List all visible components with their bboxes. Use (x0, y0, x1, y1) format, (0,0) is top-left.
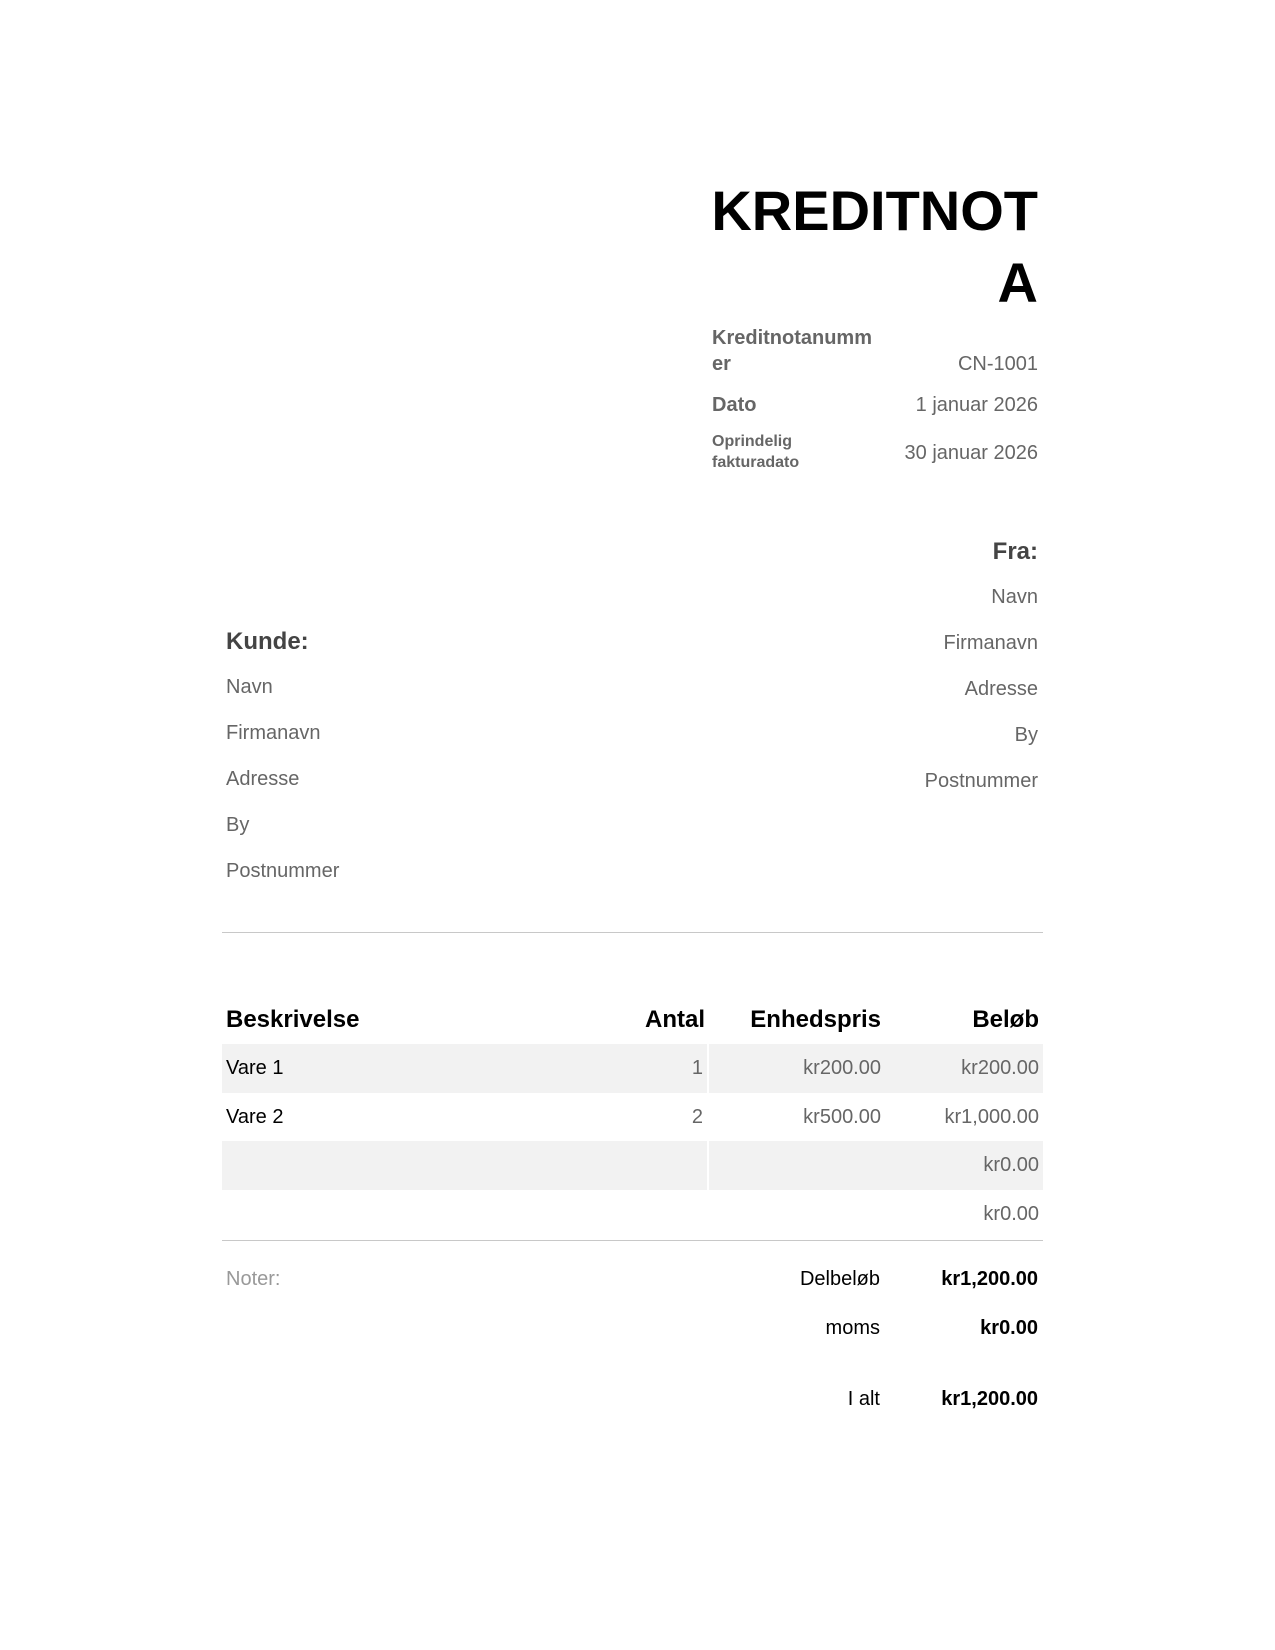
subtotal-value: kr1,200.00 (941, 1268, 1038, 1290)
row-quantity: 1 (691, 1057, 703, 1079)
header-unit-price: Enhedspris (750, 1006, 881, 1033)
row-amount: kr0.00 (983, 1154, 1039, 1176)
meta-row-date (712, 391, 1038, 421)
sender-company: Firmanavn (943, 632, 1038, 654)
notes-label: Noter: (226, 1268, 281, 1290)
table-row (222, 1093, 1043, 1142)
tax-value: kr0.00 (980, 1317, 1038, 1339)
table-row (222, 1141, 1043, 1190)
sender-address: Adresse (964, 678, 1038, 700)
customer-title: Kunde: (226, 628, 309, 655)
table-row (222, 1190, 1043, 1239)
customer-address: Adresse (226, 768, 300, 790)
total-value: kr1,200.00 (941, 1388, 1038, 1410)
original-invoice-date-value: 30 januar 2026 (904, 442, 1038, 464)
customer-block (226, 626, 526, 902)
document-title: KREDITNOTA (711, 179, 1038, 314)
sender-title: Fra: (992, 538, 1038, 565)
header-description: Beskrivelse (226, 1006, 360, 1033)
date-value: 1 januar 2026 (915, 394, 1038, 416)
tax-label: moms (825, 1317, 880, 1339)
total-label: I alt (847, 1388, 880, 1410)
table-row (222, 1044, 1043, 1093)
row-right-cell (709, 1141, 1043, 1190)
meta-row-number (712, 325, 1038, 377)
row-left-cell (222, 1190, 707, 1239)
sender-block (738, 536, 1038, 812)
credit-note-number-label: Kreditnotanummer (712, 327, 872, 375)
header-amount: Beløb (972, 1006, 1039, 1033)
row-amount: kr0.00 (983, 1202, 1039, 1225)
row-unit-price: kr500.00 (803, 1105, 881, 1128)
row-left-cell (222, 1141, 707, 1190)
row-right-cell (709, 1190, 1043, 1239)
line-items-table (222, 998, 1043, 1238)
header-quantity: Antal (645, 1006, 705, 1033)
subtotal-label: Delbeløb (799, 1268, 880, 1290)
sender-city: By (1014, 724, 1038, 746)
row-unit-price: kr200.00 (803, 1057, 881, 1079)
customer-postal: Postnummer (226, 860, 340, 882)
row-amount: kr1,000.00 (944, 1105, 1039, 1128)
customer-company: Firmanavn (226, 722, 321, 744)
meta-row-original-date (712, 431, 1038, 477)
section-divider (222, 932, 1043, 933)
customer-name: Navn (226, 676, 273, 698)
date-label: Dato (712, 394, 757, 416)
table-bottom-divider (222, 1240, 1043, 1241)
customer-city: By (226, 814, 250, 836)
sender-name: Navn (991, 586, 1038, 608)
table-header (222, 998, 1043, 1044)
original-invoice-date-label: Oprindelig fakturadato (712, 433, 800, 471)
row-left-cell (222, 1093, 707, 1142)
row-right-cell (709, 1044, 1043, 1093)
credit-note-number-value: CN-1001 (957, 353, 1038, 375)
row-left-cell (222, 1044, 707, 1093)
sender-postal: Postnummer (924, 770, 1038, 792)
row-description: Vare 1 (226, 1057, 284, 1079)
row-description: Vare 2 (226, 1105, 284, 1128)
row-right-cell (709, 1093, 1043, 1142)
row-quantity: 2 (691, 1105, 703, 1128)
row-amount: kr200.00 (961, 1057, 1039, 1079)
